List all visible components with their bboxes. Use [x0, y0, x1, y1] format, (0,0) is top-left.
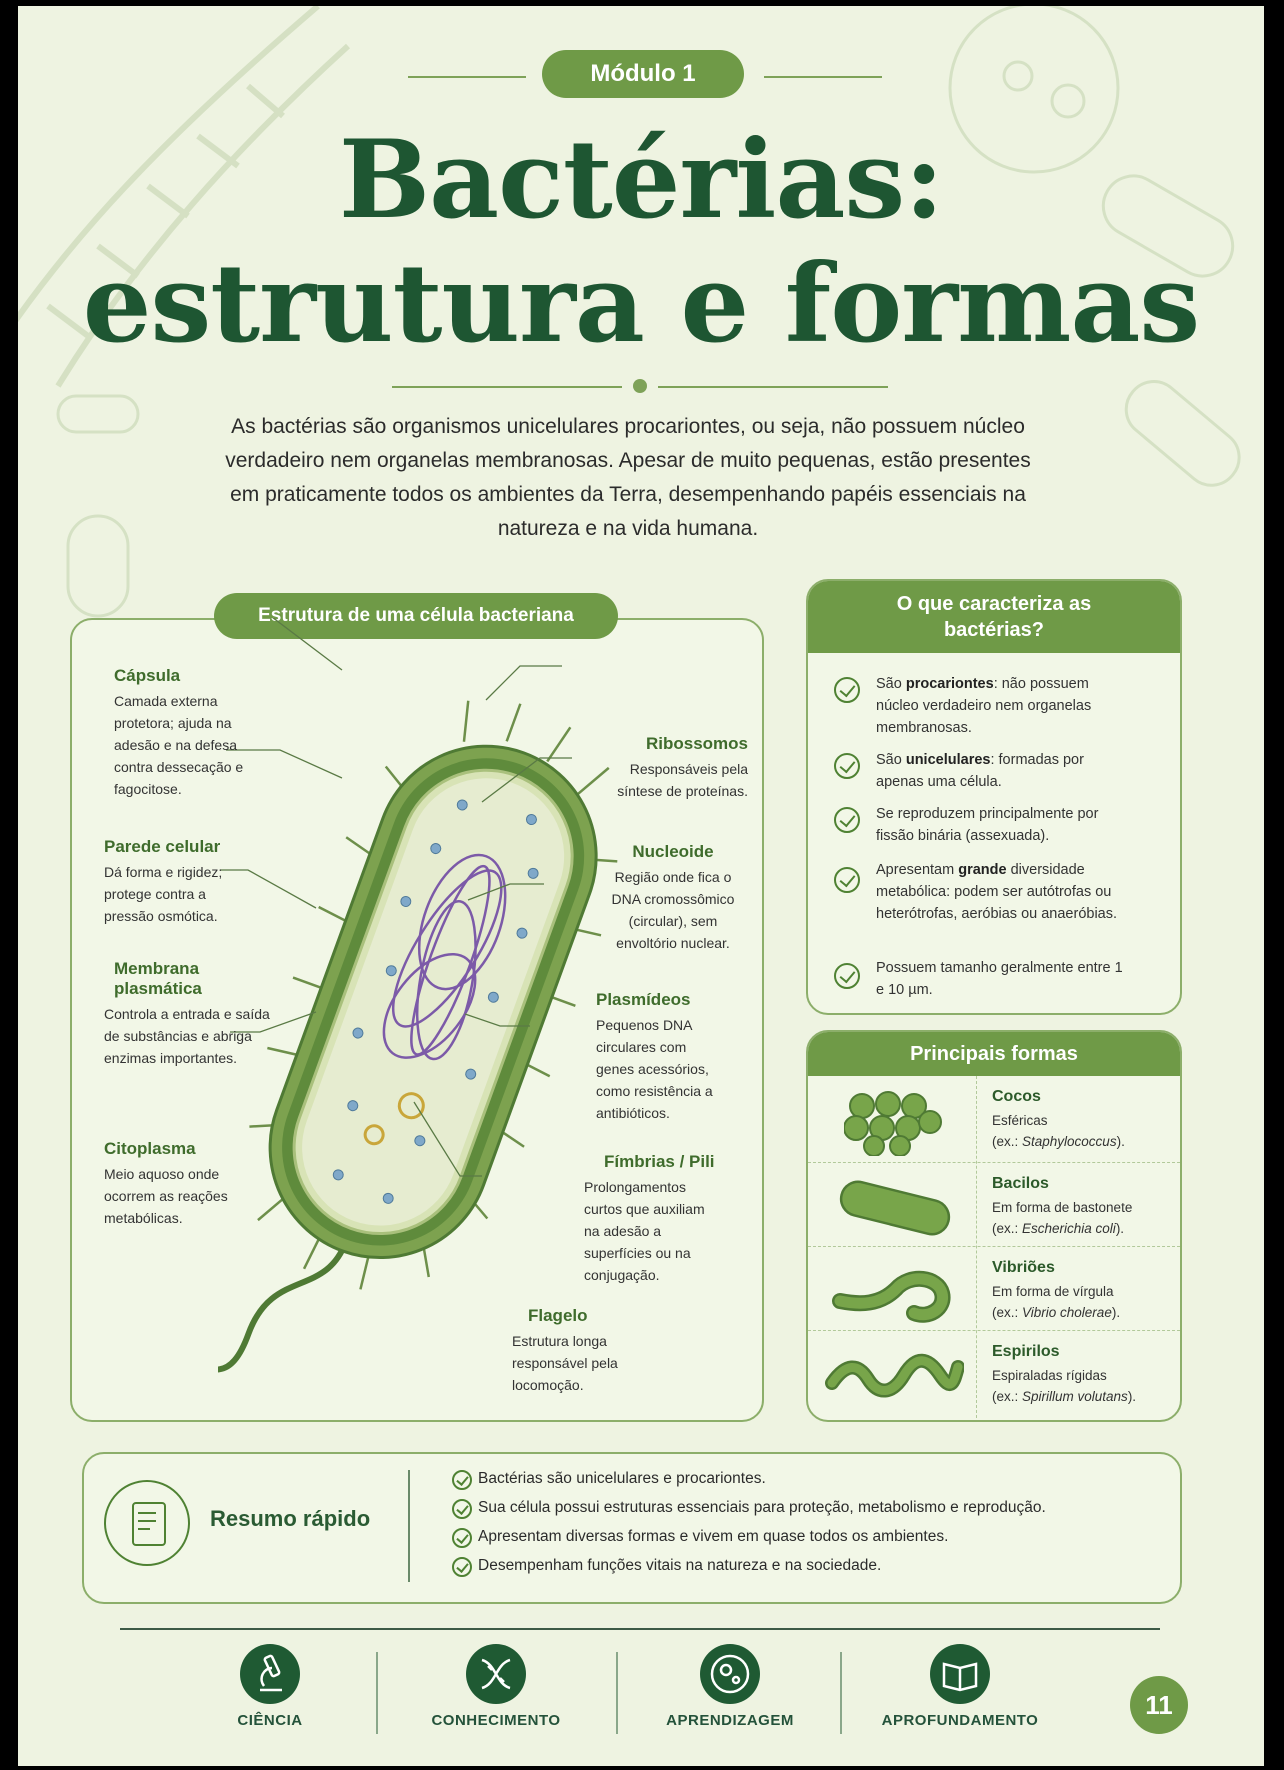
feature-item: São unicelulares: formadas por apenas uma célula.: [876, 752, 1084, 790]
feature-item: Se reproduzem principalmente por fissão binária (assexuada).: [876, 806, 1099, 844]
label-nucleoide: [598, 842, 748, 954]
divider-line: [658, 386, 888, 388]
features-heading-bar: [808, 581, 1180, 653]
shape-name: Bacilos: [992, 1175, 1049, 1192]
intro-paragraph: As bactérias são organismos unicelulares procariontes, ou seja, não possuem núcleo verdadeiro nem organelas membranosas. Apesar de muito pequenas, estão presentes em praticamente todos os ambientes da Terra, desempenhando papéis essenciais na natureza e na vida humana.: [225, 415, 1031, 540]
footer-label: CONHECIMENTO: [431, 1712, 561, 1729]
divider-line: [764, 76, 882, 78]
dna-icon: [466, 1644, 526, 1704]
footer-separator: [616, 1652, 618, 1734]
footer-rule: [120, 1628, 1160, 1630]
label-title: Fímbrias / Pili: [604, 1152, 715, 1171]
label-title: Cápsula: [114, 666, 181, 685]
label-text: Prolongamentos curtos que auxiliam na adesão a superfícies ou na conjugação.: [584, 1179, 705, 1283]
footer-label: APRENDIZAGEM: [666, 1712, 794, 1729]
label-title: Parede celular: [104, 837, 221, 856]
check-icon: [834, 963, 860, 989]
footer-separator: [376, 1652, 378, 1734]
label-title: Nucleoide: [632, 842, 714, 861]
book-icon: [930, 1644, 990, 1704]
shape-name: Espirilos: [992, 1343, 1060, 1360]
label-title: Plasmídeos: [596, 990, 691, 1009]
shape-row-vibrioes: [808, 1246, 1180, 1331]
check-icon: [834, 867, 860, 893]
summary-item: Bactérias são unicelulares e procariontes.: [478, 1470, 766, 1487]
spirillum-icon: [824, 1345, 964, 1405]
bacillus-icon: [830, 1175, 960, 1239]
label-text: Região onde fica o DNA cromossômico (circular), sem envoltório nuclear.: [611, 869, 735, 951]
label-text: Camada externa protetora; ajuda na adesão e na defesa contra dessecação e fagocitose.: [114, 693, 244, 797]
shape-row-bacilos: [808, 1162, 1180, 1247]
shape-desc: Espiraladas rígidas (ex.: Spirillum volutans).: [992, 1368, 1137, 1404]
features-heading: O que caracteriza as bactérias?: [896, 593, 1092, 641]
footer-label: CIÊNCIA: [237, 1712, 303, 1729]
page-title: [18, 118, 1264, 366]
summary-item: Apresentam diversas formas e vivem em quase todos os ambientes.: [478, 1528, 949, 1545]
shape-desc: Esféricas (ex.: Staphylococcus).: [992, 1113, 1125, 1149]
vibrio-icon: [830, 1259, 960, 1323]
summary-item: Desempenham funções vitais na natureza e na sociedade.: [478, 1557, 882, 1574]
label-text: Estrutura longa responsável pela locomoção.: [512, 1333, 618, 1393]
footer-label: APROFUNDAMENTO: [881, 1712, 1039, 1729]
check-icon: [834, 753, 860, 779]
footer-separator: [840, 1652, 842, 1734]
label-text: Responsáveis pela síntese de proteínas.: [617, 761, 748, 799]
divider-line: [408, 76, 526, 78]
label-citoplasma: [104, 1139, 314, 1229]
label-text: Pequenos DNA circulares com genes acessórios, como resistência a antibióticos.: [596, 1017, 713, 1121]
label-title: Membrana plasmática: [114, 959, 202, 998]
label-plasmideos: [596, 990, 726, 1124]
shape-desc: Em forma de bastonete (ex.: Escherichia coli).: [992, 1200, 1133, 1236]
summary-separator: [408, 1470, 410, 1582]
check-icon: [452, 1470, 472, 1490]
cocci-icon: [844, 1090, 944, 1156]
label-membrana-plasmatica: [104, 959, 314, 1069]
shape-desc: Em forma de vírgula (ex.: Vibrio cholerae).: [992, 1284, 1121, 1320]
label-text: Meio aquoso onde ocorrem as reações metabólicas.: [104, 1166, 228, 1226]
page-number: 11: [1130, 1676, 1188, 1734]
summary-panel: [82, 1452, 1182, 1604]
title-line-1: Bactérias:: [338, 117, 944, 243]
feature-item: São procariontes: não possuem núcleo verdadeiro nem organelas membranosas.: [876, 676, 1092, 736]
label-ribossomos: [598, 734, 748, 802]
shape-row-espirilos: [808, 1330, 1180, 1415]
check-icon: [452, 1499, 472, 1519]
check-icon: [452, 1557, 472, 1577]
check-icon: [834, 807, 860, 833]
shapes-heading: Principais formas: [808, 1032, 1180, 1076]
shape-row-cocos: [808, 1076, 1180, 1160]
shape-name: Vibriões: [992, 1259, 1055, 1276]
shapes-panel: [806, 1030, 1182, 1422]
features-panel: [806, 579, 1182, 1015]
shape-name: Cocos: [992, 1088, 1041, 1105]
check-icon: [452, 1528, 472, 1548]
feature-item: Possuem tamanho geralmente entre 1 e 10 µm.: [876, 960, 1123, 998]
check-icon: [834, 677, 860, 703]
label-fimbrias-pili: [584, 1152, 724, 1286]
label-text: Controla a entrada e saída de substâncias e abriga enzimas importantes.: [104, 1006, 270, 1066]
summary-title: Resumo rápido: [210, 1506, 371, 1531]
label-capsula: [114, 666, 324, 800]
label-title: Ribossomos: [645, 734, 748, 753]
title-line-2: estrutura e formas: [82, 241, 1200, 367]
label-title: Citoplasma: [104, 1139, 196, 1158]
divider-dot: [633, 379, 647, 393]
cell-icon: [700, 1644, 760, 1704]
divider-line: [392, 386, 622, 388]
label-parede-celular: [104, 837, 314, 927]
summary-item: Sua célula possui estruturas essenciais para proteção, metabolismo e reprodução.: [478, 1499, 1046, 1516]
cell-structure-heading: Estrutura de uma célula bacteriana: [214, 593, 618, 639]
label-flagelo: [512, 1306, 642, 1396]
page: [18, 6, 1264, 1766]
microscope-icon: [240, 1644, 300, 1704]
label-title: Flagelo: [528, 1306, 588, 1325]
module-badge: Módulo 1: [542, 50, 744, 98]
document-icon: [104, 1480, 190, 1566]
label-text: Dá forma e rigidez; protege contra a pressão osmótica.: [104, 864, 223, 924]
feature-item: Apresentam grande diversidade metabólica: podem ser autótrofas ou heterótrofas, aeróbias ou anaeróbias.: [876, 862, 1118, 922]
